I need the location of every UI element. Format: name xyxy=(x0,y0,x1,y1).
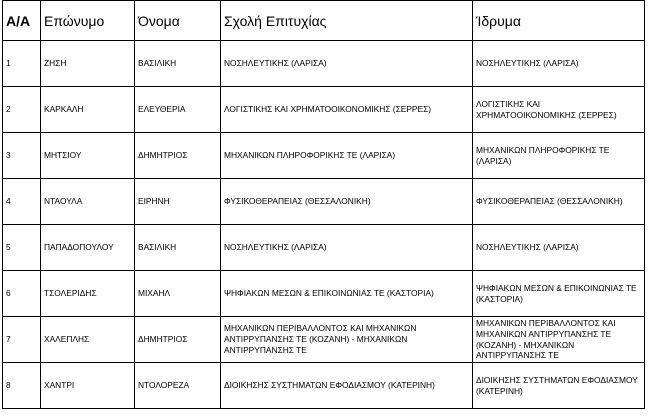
header-surname: Επώνυμο xyxy=(41,1,135,41)
cell-surname: ΜΗΤΣΙΟΥ xyxy=(41,133,135,179)
cell-surname: ΖΗΣΗ xyxy=(41,41,135,87)
cell-index: 7 xyxy=(3,317,41,363)
cell-index: 6 xyxy=(3,271,41,317)
table-row xyxy=(3,133,645,179)
header-index: Α/Α xyxy=(3,1,41,41)
cell-first-name: ΔΗΜΗΤΡΙΟΣ xyxy=(135,317,221,363)
cell-first-name: ΒΑΣΙΛΙΚΗ xyxy=(135,225,221,271)
cell-surname: ΠΑΠΑΔΟΠΟΥΛΟΥ xyxy=(41,225,135,271)
table-row xyxy=(3,225,645,271)
cell-index: 4 xyxy=(3,179,41,225)
cell-surname: ΤΣΟΛΕΡΙΔΗΣ xyxy=(41,271,135,317)
cell-index: 3 xyxy=(3,133,41,179)
cell-first-name: ΔΗΜΗΤΡΙΟΣ xyxy=(135,133,221,179)
cell-index: 2 xyxy=(3,87,41,133)
cell-institution: ΝΟΣΗΛΕΥΤΙΚΗΣ (ΛΑΡΙΣΑ) xyxy=(473,41,645,87)
cell-institution: ΨΗΦΙΑΚΩΝ ΜΕΣΩΝ & ΕΠΙΚΟΙΝΩΝΙΑΣ ΤΕ (ΚΑΣΤΟΡΙΑ) xyxy=(473,271,645,317)
cell-surname: ΚΑΡΚΑΛΗ xyxy=(41,87,135,133)
header-row xyxy=(3,1,645,41)
header-first-name: Όνομα xyxy=(135,1,221,41)
cell-school: ΝΟΣΗΛΕΥΤΙΚΗΣ (ΛΑΡΙΣΑ) xyxy=(221,41,473,87)
header-institution: Ίδρυμα xyxy=(473,1,645,41)
cell-school: ΔΙΟΙΚΗΣΗΣ ΣΥΣΤΗΜΑΤΩΝ ΕΦΟΔΙΑΣΜΟΥ (ΚΑΤΕΡΙΝΗ) xyxy=(221,363,473,409)
cell-school: ΜΗΧΑΝΙΚΩΝ ΠΕΡΙΒΑΛΛΟΝΤΟΣ ΚΑΙ ΜΗΧΑΝΙΚΩΝ ΑΝΤΙΡΡΥΠΑΝΣΗΣ ΤΕ (ΚΟΖΑΝΗ) - ΜΗΧΑΝΙΚΩΝ ΑΝΤΙΡΡΥΠΑΝΣΗΣ ΤΕ xyxy=(221,317,473,363)
cell-surname: ΧΑΝΤΡΙ xyxy=(41,363,135,409)
cell-first-name: ΝΤΟΛΟΡΕΖΑ xyxy=(135,363,221,409)
cell-institution: ΦΥΣΙΚΟΘΕΡΑΠΕΙΑΣ (ΘΕΣΣΑΛΟΝΙΚΗ) xyxy=(473,179,645,225)
cell-institution: ΝΟΣΗΛΕΥΤΙΚΗΣ (ΛΑΡΙΣΑ) xyxy=(473,225,645,271)
cell-first-name: ΕΙΡΗΝΗ xyxy=(135,179,221,225)
table-row xyxy=(3,271,645,317)
table-row xyxy=(3,41,645,87)
table-row xyxy=(3,87,645,133)
cell-surname: ΧΑΛΕΠΛΗΣ xyxy=(41,317,135,363)
cell-institution: ΔΙΟΙΚΗΣΗΣ ΣΥΣΤΗΜΑΤΩΝ ΕΦΟΔΙΑΣΜΟΥ (ΚΑΤΕΡΙΝΗ) xyxy=(473,363,645,409)
cell-institution: ΛΟΓΙΣΤΙΚΗΣ ΚΑΙ ΧΡΗΜΑΤΟΟΙΚΟΝΟΜΙΚΗΣ (ΣΕΡΡΕΣ) xyxy=(473,87,645,133)
cell-index: 1 xyxy=(3,41,41,87)
cell-institution: ΜΗΧΑΝΙΚΩΝ ΠΕΡΙΒΑΛΛΟΝΤΟΣ ΚΑΙ ΜΗΧΑΝΙΚΩΝ ΑΝΤΙΡΡΥΠΑΝΣΗΣ ΤΕ (ΚΟΖΑΝΗ) - ΜΗΧΑΝΙΚΩΝ ΑΝΤΙΡΡΥΠΑΝΣΗΣ ΤΕ xyxy=(473,317,645,363)
cell-surname: ΝΤΑΟΥΛΑ xyxy=(41,179,135,225)
cell-first-name: ΒΑΣΙΛΙΚΗ xyxy=(135,41,221,87)
cell-school: ΝΟΣΗΛΕΥΤΙΚΗΣ (ΛΑΡΙΣΑ) xyxy=(221,225,473,271)
cell-school: ΛΟΓΙΣΤΙΚΗΣ ΚΑΙ ΧΡΗΜΑΤΟΟΙΚΟΝΟΜΙΚΗΣ (ΣΕΡΡΕΣ) xyxy=(221,87,473,133)
table-row xyxy=(3,363,645,409)
cell-first-name: ΜΙΧΑΗΛ xyxy=(135,271,221,317)
cell-first-name: ΕΛΕΥΘΕΡΙΑ xyxy=(135,87,221,133)
table-row xyxy=(3,317,645,363)
cell-school: ΦΥΣΙΚΟΘΕΡΑΠΕΙΑΣ (ΘΕΣΣΑΛΟΝΙΚΗ) xyxy=(221,179,473,225)
table-row xyxy=(3,179,645,225)
results-table xyxy=(2,0,645,409)
cell-school: ΨΗΦΙΑΚΩΝ ΜΕΣΩΝ & ΕΠΙΚΟΙΝΩΝΙΑΣ ΤΕ (ΚΑΣΤΟΡΙΑ) xyxy=(221,271,473,317)
cell-institution: ΜΗΧΑΝΙΚΩΝ ΠΛΗΡΟΦΟΡΙΚΗΣ ΤΕ (ΛΑΡΙΣΑ) xyxy=(473,133,645,179)
cell-index: 5 xyxy=(3,225,41,271)
cell-index: 8 xyxy=(3,363,41,409)
header-school: Σχολή Επιτυχίας xyxy=(221,1,473,41)
cell-school: ΜΗΧΑΝΙΚΩΝ ΠΛΗΡΟΦΟΡΙΚΗΣ ΤΕ (ΛΑΡΙΣΑ) xyxy=(221,133,473,179)
